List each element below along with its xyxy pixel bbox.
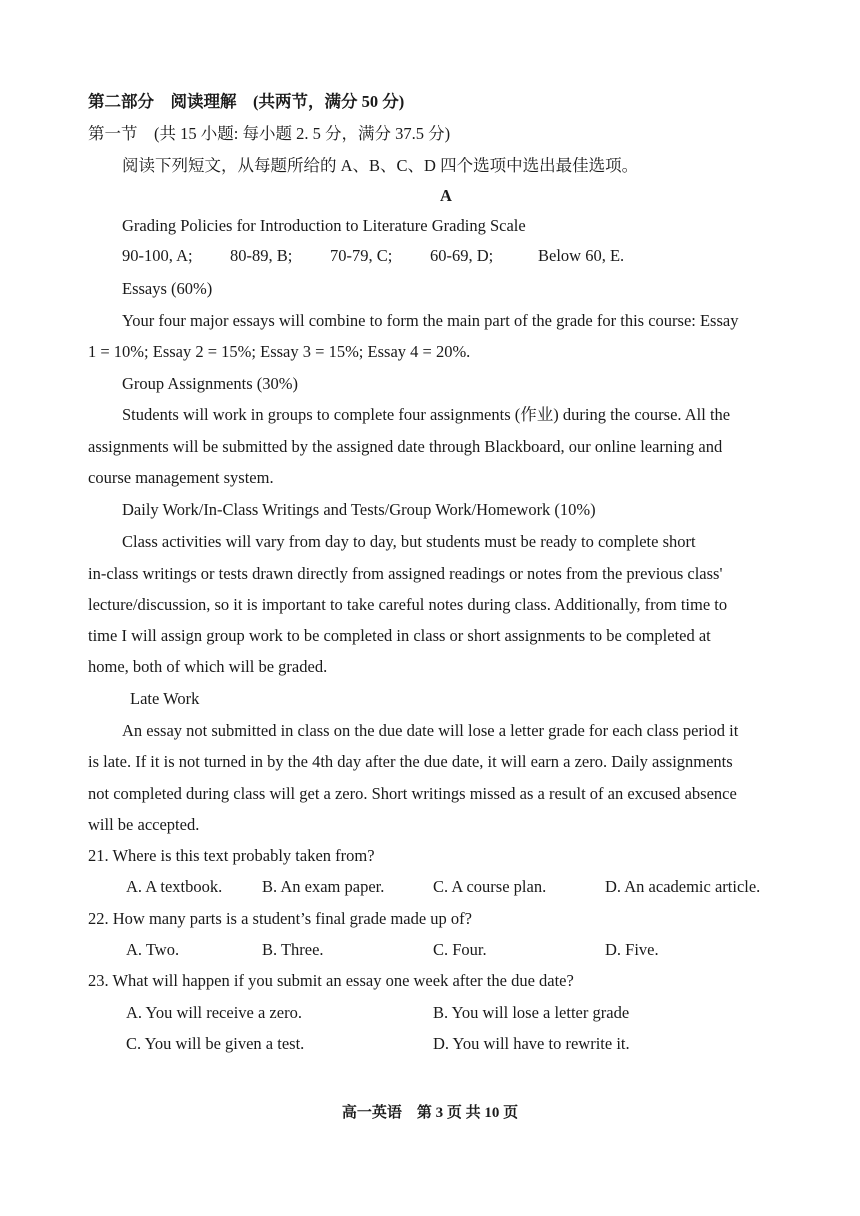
essays-text: Your four major essays will combine to form the main part of the grade for this course: Essay	[122, 311, 739, 330]
instruction: 阅读下列短文，从每题所给的 A、B、C、D 四个选项中选出最佳选项。	[122, 156, 639, 175]
late-heading: Late Work	[130, 689, 200, 708]
part-title: 第二部分 阅读理解 (共两节，满分 50 分)	[88, 92, 405, 111]
scale-item: 90-100, A;	[122, 246, 193, 265]
section-title: 第一节 (共 15 小题: 每小题 2. 5 分，满分 37.5 分)	[88, 124, 451, 143]
option-c: C. A course plan.	[433, 877, 547, 896]
option-b: B. An exam paper.	[262, 877, 385, 896]
daily-text: Class activities will vary from day to day, but students must be ready to complete short	[122, 532, 696, 551]
option-a: A. A textbook.	[126, 877, 223, 896]
scale-item: Below 60, E.	[538, 246, 625, 265]
daily-text: time I will assign group work to be completed in class or short assignments to be completed at	[88, 626, 711, 645]
scale-item: 70-79, C;	[330, 246, 393, 265]
group-text: assignments will be submitted by the assigned date through Blackboard, our online learning and	[88, 437, 723, 456]
scale-item: 60-69, D;	[430, 246, 494, 265]
option-c: C. You will be given a test.	[126, 1034, 305, 1053]
daily-text: home, both of which will be graded.	[88, 657, 328, 676]
daily-heading: Daily Work/In-Class Writings and Tests/Group Work/Homework (10%)	[122, 500, 596, 519]
group-heading: Group Assignments (30%)	[122, 374, 298, 393]
option-b: B. Three.	[262, 940, 324, 959]
option-d: D. You will have to rewrite it.	[433, 1034, 630, 1053]
option-d: D. Five.	[605, 940, 659, 959]
late-text: not completed during class will get a zero. Short writings missed as a result of an excused absence	[88, 784, 737, 803]
late-text: will be accepted.	[88, 815, 200, 834]
question-stem: 21. Where is this text probably taken from?	[88, 846, 375, 865]
passage-letter: A	[440, 186, 452, 205]
option-a: A. You will receive a zero.	[126, 1003, 302, 1022]
option-b: B. You will lose a letter grade	[433, 1003, 630, 1022]
group-text: course management system.	[88, 468, 274, 487]
group-text: Students will work in groups to complete four assignments (作业) during the course. All the	[122, 405, 731, 424]
question-stem: 22. How many parts is a student’s final grade made up of?	[88, 909, 472, 928]
option-a: A. Two.	[126, 940, 180, 959]
page-footer: 高一英语 第 3 页 共 10 页	[341, 1105, 519, 1121]
essays-heading: Essays (60%)	[122, 279, 213, 298]
question-stem: 23. What will happen if you submit an essay one week after the due date?	[88, 971, 574, 990]
late-text: is late. If it is not turned in by the 4th day after the due date, it will earn a zero. Daily assignments	[88, 752, 733, 771]
daily-text: in-class writings or tests drawn directly from assigned readings or notes from the previous class'	[88, 564, 723, 583]
daily-text: lecture/discussion, so it is important to take careful notes during class. Additionally, from time to	[88, 595, 728, 614]
option-d: D. An academic article.	[605, 877, 761, 896]
scale-item: 80-89, B;	[230, 246, 293, 265]
passage-title: Grading Policies for Introduction to Literature Grading Scale	[122, 216, 526, 235]
late-text: An essay not submitted in class on the due date will lose a letter grade for each class period it	[122, 721, 739, 740]
essays-text: 1 = 10%; Essay 2 = 15%; Essay 3 = 15%; Essay 4 = 20%.	[88, 342, 471, 361]
option-c: C. Four.	[433, 940, 487, 959]
